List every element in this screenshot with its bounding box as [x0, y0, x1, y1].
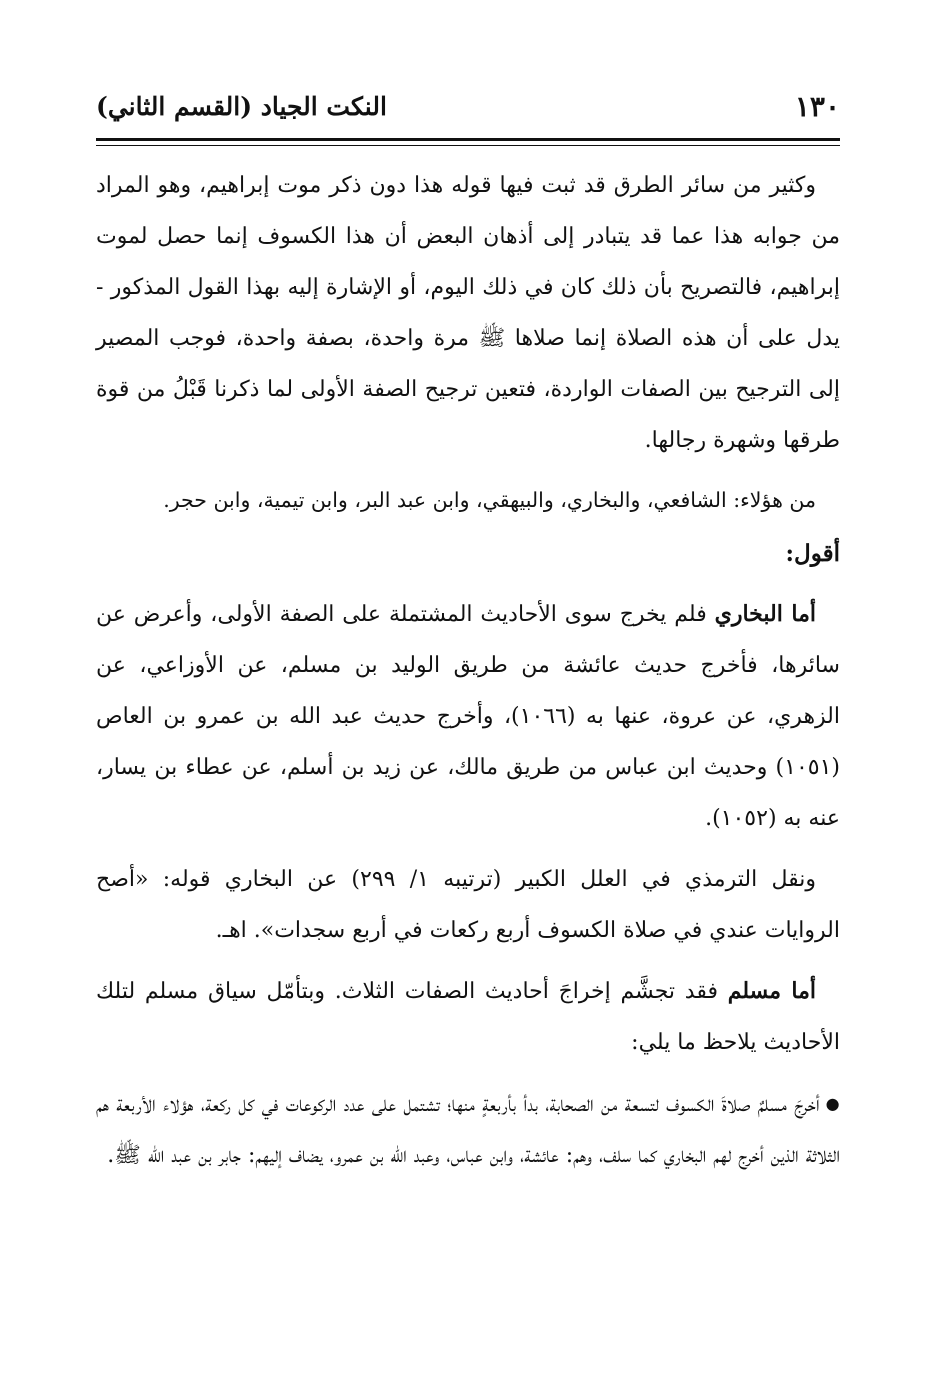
- paragraph-tirmidhi: ونقل الترمذي في العلل الكبير (ترتيبه ١/ ٢٩٩) عن البخاري قوله: «أصح الروايات عندي في صلاة الكسوف أربع ركعات في أربع سجدات». اهـ.: [96, 867, 840, 943]
- bullet-icon: ●: [825, 1094, 840, 1113]
- section-heading: أقول:: [785, 540, 840, 567]
- paragraph-1: وكثير من سائر الطرق قد ثبت فيها قوله هذا دون ذكر موت إبراهيم، وهو المراد من جوابه هذا عما قد يتبادر إلى أذهان البعض أن هذا الكسوف إنما حصل لموت إبراهيم، فالتصريح بأن ذلك كان في ذلك اليوم، أو الإشارة إليه بهذا القول المذكور - يدل على أن هذه الصلاة إنما صلاها ﷺ مرة واحدة، بصفة واحدة، فوجب المصير إلى الترجيح بين الصفات الواردة، فتعين ترجيح الصفة الأولى لما ذكرنا قَبْلُ من قوة طرقها وشهرة رجالها.: [96, 173, 840, 453]
- paragraph-muslim: [96, 966, 840, 1068]
- bullet-item: [96, 1078, 840, 1181]
- paragraph-bukhari: [96, 589, 840, 844]
- bullet-item-text: أخرجَ مسلمٌ صلاةَ الكسوف لتسعة من الصحابة، بدأ بأربعةٍ منها؛ تشتمل على عدد الركوعات في كل ركعة، هؤلاء الأربعة هم الثلاثة الذين أخرج لهم البخاري كما سلف، وهم: عائشة، وابن عباس، وعبد الله بن عمرو، يضاف إليهم: جابر بن عبد الله ﷺ.: [96, 1092, 840, 1168]
- running-title: النكت الجياد (القسم الثاني): [96, 91, 387, 121]
- page-header: [96, 84, 840, 128]
- page-number: ١٣٠: [794, 89, 840, 123]
- header-rule-thick: [96, 138, 840, 141]
- paragraph-scholars: من هؤلاء: الشافعي، والبخاري، والبيهقي، وابن عبد البر، وابن تيمية، وابن حجر.: [163, 488, 816, 512]
- paragraph-bukhari-text: فلم يخرج سوى الأحاديث المشتملة على الصفة الأولى، وأعرض عن سائرها، فأخرج حديث عائشة من طريق الوليد بن مسلم، عن الأوزاعي، عن الزهري، عن عروة، عنها به (١٠٦٦)، وأخرج حديث عبد الله بن عمرو بن العاص (١٠٥١) وحديث ابن عباس من طريق مالك، عن زيد بن أسلم، عن عطاء بن يسار، عنه به (١٠٥٢).: [96, 602, 840, 831]
- bold-lead-bukhari: أما البخاري: [714, 601, 816, 627]
- body-text: [96, 160, 840, 1181]
- header-rule-thin: [96, 145, 840, 146]
- paragraph-muslim-text: فقد تجشَّم إخراجَ أحاديث الصفات الثلاث. وبتأمّل سياق مسلم لتلك الأحاديث يلاحظ ما يلي:: [96, 979, 840, 1055]
- bold-lead-muslim: أما مسلم: [727, 978, 817, 1004]
